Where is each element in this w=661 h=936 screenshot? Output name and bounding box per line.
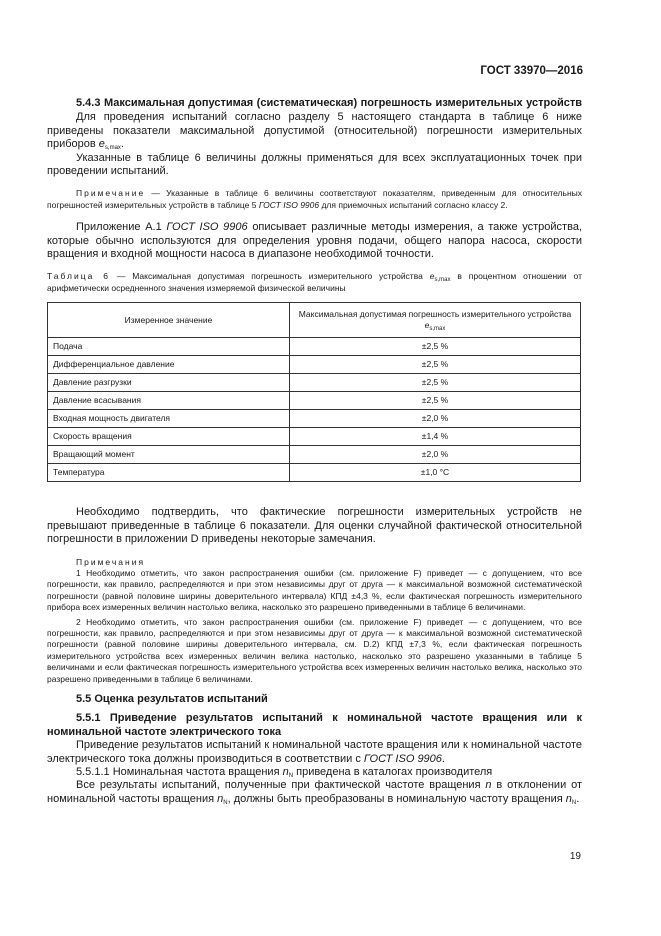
table-6 <box>47 302 581 482</box>
table-row: Входная мощность двигателя ±2,0 % <box>48 410 581 428</box>
page-content <box>47 95 582 806</box>
e-symbol: e <box>98 138 105 151</box>
section-5-5-1-heading: 5.5.1 Приведение результатов испытаний к номинальной частоте вращения или к номинальной частоте электрического тока <box>47 712 582 738</box>
section-5-4-3-heading: 5.4.3 Максимальная допустимая (систематическая) погрешность измерительных устройств <box>76 97 582 109</box>
table-row: Скорость вращения ±1,4 % <box>48 428 581 446</box>
paragraph-confirm-errors: Необходимо подтвердить, что фактические погрешности измерительных устройств не превышают приведенные в таблице 6 показатели. Для оценки случайной фактической относительной погрешности в приложении D приведены некоторые замечания. <box>47 506 582 546</box>
table6-caption: Таблица 6 — Максимальная допустимая погрешность измерительного устройства $e_{s,max}$ в процентном отношении от арифметически осредненного значения измеряемой физической величины <box>47 271 582 293</box>
table-row: Вращающий момент ±2,0 % <box>48 446 581 464</box>
column-header-max-error: Максимальная допустимая погрешность измерительного устройства $e_{s,max}$ <box>290 303 581 338</box>
notes-label: Примечания <box>76 556 146 567</box>
section-5-5-1-1: 5.5.1.1 Номинальная частота вращения $n_N$ приведена в каталогах производителя <box>76 766 493 779</box>
table-row: Подача ±2,5 % <box>48 338 581 356</box>
paragraph-conversion: Все результаты испытаний, полученные при фактической частоте вращения n в отклонении от номинальной частоты вращения $n_N$, должны быть преобразованы в номинальную частоту вращения $n_N$. <box>47 779 582 806</box>
paragraph-reduction: Приведение результатов испытаний к номинальной частоте вращения или к номинальной частоте электрического тока должны производиться в соответствии с ГОСТ ISO 9906. <box>47 739 582 765</box>
table-row: Давление всасывания ±2,5 % <box>48 392 581 410</box>
table-row: Дифференциальное давление ±2,5 % <box>48 356 581 374</box>
table-row: Давление разгрузки ±2,5 % <box>48 374 581 392</box>
page-number: 19 <box>569 851 581 862</box>
table-header-row <box>48 303 581 338</box>
table-row: Температура ±1,0 °С <box>48 464 581 482</box>
note-table6: Примечание — Указанные в таблице 6 величины соответствуют показателям, приведенным для относительных погрешностей измерительных устройств в таблице 5 ГОСТ ISO 9906 для приемочных испытаний согласно классу 2. <box>47 188 582 210</box>
paragraph-table6-intro: Для проведения испытаний согласно разделу 5 настоящего стандарта в таблице 6 ниже приведены показатели максимальной допустимой (относительной) погрешности измерительных приборов $e_{s,max}$. <box>47 111 582 152</box>
section-5-5-heading: 5.5 Оценка результатов испытаний <box>76 692 268 705</box>
column-header-measured-value: Измеренное значение <box>48 303 290 338</box>
note-2: 2 Необходимо отметить, что закон распространения ошибки (см. приложение F) приведет — с допущением, что все погрешности, как правило, распределяются и при этом независимы друг от друга — к максимальной возможной систематической погрешности (равной половине ширины доверительного интервала, см. D.2) КПД ±7,3 %, если фактическая погрешность измерительного устройства всех измеренных величин велика настолько, насколько это разрешено указанными в таблице 5 величинами и если фактическая погрешность измерительного устройства всех измеренных величин настолько велика, насколько это разрешено приведенными в таблице 6 величинами. <box>47 616 582 684</box>
paragraph-appendix-a1: Приложение А.1 ГОСТ ISO 9906 описывает различные методы измерения, а также устройства, которые обычно используются для определения уровня подачи, общего напора насоса, скорости вращения и входной мощности насоса в диапазоне необходимой точности. <box>47 221 582 261</box>
note-1: 1 Необходимо отметить, что закон распространения ошибки (см. приложение F) приведет — с допущением, что все погрешности, как правило, распределяются и при этом независимы друг от друга — к максимальной возможной систематической погрешности (равной половине ширины доверительного интервала) КПД ±4,3 %, если фактическая погрешность измерительного прибора всех измеренных величин настолько велика, насколько это разрешено приведенными в таблице 6 величинами. <box>47 567 582 613</box>
standard-header: ГОСТ 33970—2016 <box>480 65 583 77</box>
paragraph-values-apply: Указанные в таблице 6 величины должны применяться для всех эксплуатационных точек при проведении испытаний. <box>47 151 582 178</box>
